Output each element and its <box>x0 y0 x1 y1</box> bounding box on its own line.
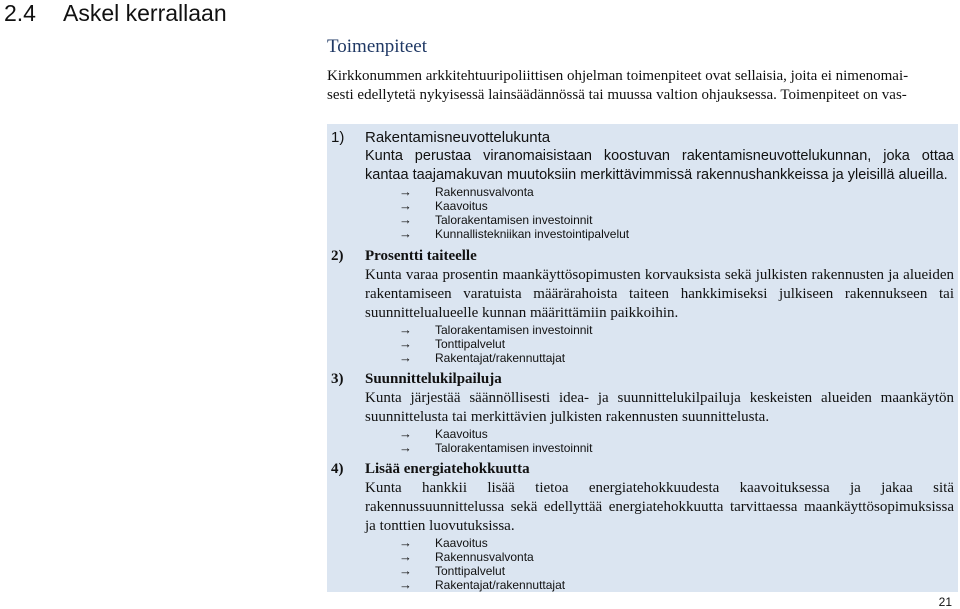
measure-number: 2) <box>331 248 344 264</box>
arrow-right-icon: → <box>399 184 412 199</box>
section-title: Askel kerrallaan <box>63 0 227 26</box>
list-item: → Rakennusvalvonta <box>399 549 534 564</box>
measure-number: 4) <box>331 461 344 477</box>
list-item: → Talorakentamisen investoinnit <box>399 440 593 455</box>
measure-title: Rakentamisneuvottelukunta <box>365 129 551 146</box>
list-item: → Talorakentamisen investoinnit <box>399 322 593 337</box>
list-item: → Rakentajat/rakennuttajat <box>399 350 566 365</box>
measure-bullets <box>399 536 954 592</box>
arrow-right-icon: → <box>399 577 412 592</box>
measure-heading <box>327 128 954 147</box>
arrow-right-icon: → <box>399 440 412 455</box>
list-item: → Kaavoitus <box>399 535 488 550</box>
intro-line-1: Kirkkonummen arkkitehtuuripoliittisen ohjelman toimenpiteet ovat sellaisia, joita ei nimenomai- <box>327 68 909 84</box>
arrow-right-icon: → <box>399 350 412 365</box>
measure-item-2 <box>327 247 954 365</box>
section-header <box>0 0 960 26</box>
measure-item-3 <box>327 370 954 455</box>
intro-paragraph <box>327 67 957 105</box>
measure-body: Kunta perustaa viranomaisistaan koostuvan rakentamisneuvottelukunnan, joka ottaa kantaa taajamakuvan muutoksiin merkittävimmissä rakennushankkeissa ja yleisillä alueilla. <box>365 148 954 183</box>
measure-body: Kunta hankkii lisää tietoa energiatehokkuudesta kaavoituksessa ja jakaa sitä rakennussuunnittelussa sekä edellyttää energiatehokkuutta tarvittaessa maankäyttösopimuksissa ja tonttien luovutuksissa. <box>365 480 954 534</box>
measure-bullets <box>399 185 954 241</box>
list-item: → Talorakentamisen investoinnit <box>399 212 593 227</box>
intro-line-2: sesti edellytetä nykyisessä lainsäädännössä tai muussa valtion ohjauksessa. Toimenpiteet on vas- <box>327 87 907 103</box>
measure-number: 3) <box>331 371 344 387</box>
page-number: 21 <box>938 595 952 609</box>
section-number: 2.4 <box>4 0 36 26</box>
arrow-right-icon: → <box>399 198 412 213</box>
measure-bullets <box>399 323 954 365</box>
arrow-right-icon: → <box>399 336 412 351</box>
measure-item-1 <box>327 128 954 241</box>
measure-title: Prosentti taiteelle <box>365 248 477 264</box>
list-item: → Rakennusvalvonta <box>399 184 534 199</box>
measure-heading <box>327 247 954 266</box>
arrow-right-icon: → <box>399 535 412 550</box>
list-item: → Tonttipalvelut <box>399 336 506 351</box>
measures-box <box>327 124 958 592</box>
list-item: → Kaavoitus <box>399 426 488 441</box>
arrow-right-icon: → <box>399 549 412 564</box>
measure-title: Lisää energiatehokkuutta <box>365 461 530 477</box>
arrow-right-icon: → <box>399 212 412 227</box>
list-item: → Kaavoitus <box>399 198 488 213</box>
measure-body: Kunta järjestää säännöllisesti idea- ja suunnittelukilpailuja keskeisten alueiden maankäytön suunnittelusta tai merkittävien julkisten rakennusten suunnittelusta. <box>365 390 954 425</box>
list-item: → Kunnallistekniikan investointipalvelut <box>399 226 630 241</box>
arrow-right-icon: → <box>399 226 412 241</box>
measure-title: Suunnittelukilpailuja <box>365 371 502 387</box>
measure-item-4 <box>327 460 954 592</box>
measure-heading <box>327 460 954 479</box>
arrow-right-icon: → <box>399 426 412 441</box>
measure-number: 1) <box>331 129 345 146</box>
measure-heading <box>327 370 954 389</box>
page-subtitle: Toimenpiteet <box>327 36 427 57</box>
list-item: → Tonttipalvelut <box>399 563 506 578</box>
arrow-right-icon: → <box>399 322 412 337</box>
measure-bullets <box>399 427 954 455</box>
list-item: → Rakentajat/rakennuttajat <box>399 577 566 592</box>
arrow-right-icon: → <box>399 563 412 578</box>
measure-body: Kunta varaa prosentin maankäyttösopimusten korvauksista sekä julkisten rakennusten ja alueiden rakentamiseen varatuista määrärahoista taiteen hankkimiseksi julkiseen rakennukseen tai suunnittelualueelle kunnan määrittämiin paikkoihin. <box>365 267 954 321</box>
